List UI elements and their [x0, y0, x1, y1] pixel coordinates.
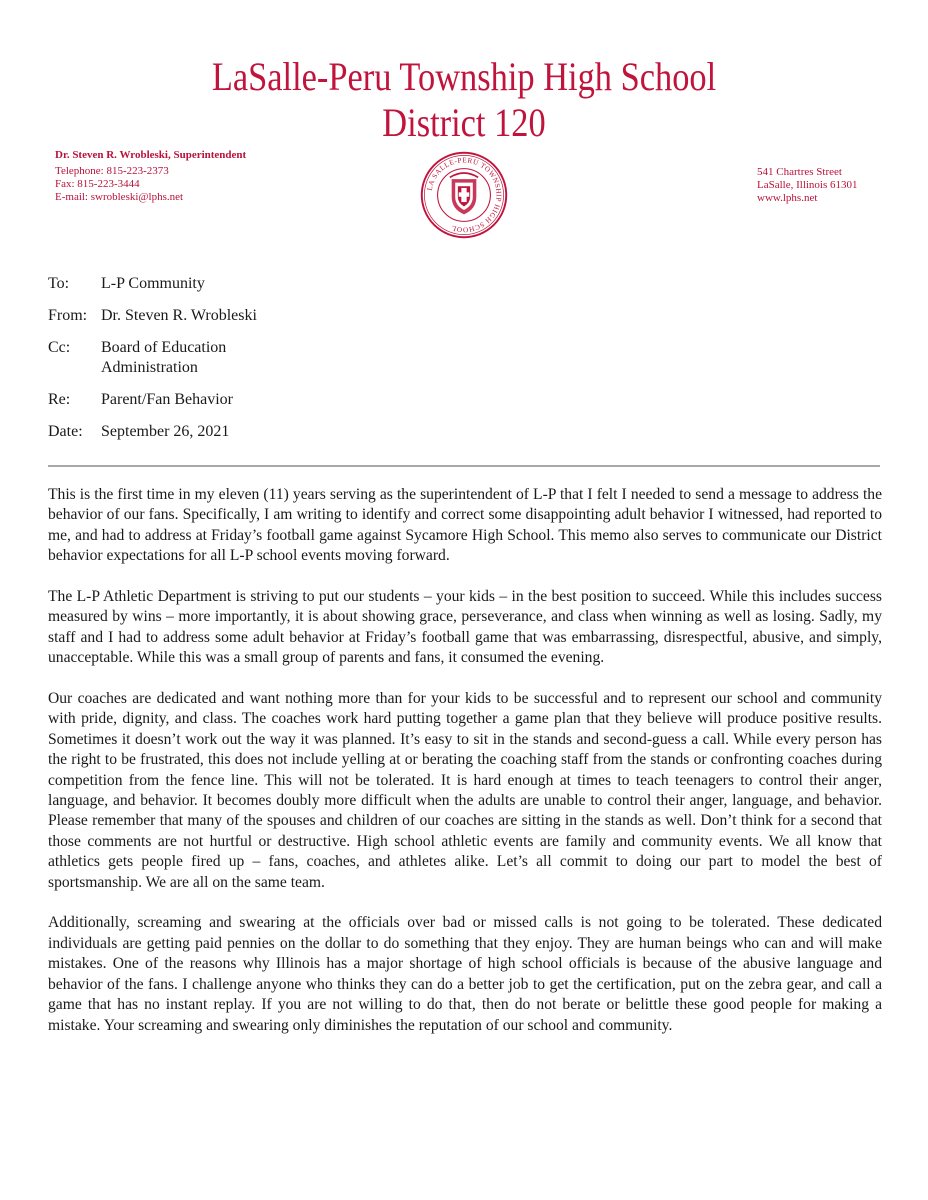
svg-text:LA SALLE-PERU TOWNSHIP HIGH SC: LA SALLE-PERU TOWNSHIP HIGH SCHOOL: [425, 156, 503, 234]
memo-cc-values: [101, 338, 501, 378]
memo-cc-value-1: Board of Education: [101, 339, 227, 356]
memo-re-label: Re:: [48, 391, 71, 408]
memo-cc-value-2: Administration: [101, 359, 198, 376]
school-address: [757, 166, 858, 205]
school-seal-icon: [420, 151, 508, 239]
telephone: Telephone: 815-223-2373: [55, 165, 169, 177]
memo-re-value: Parent/Fan Behavior: [101, 391, 233, 408]
memo-from-row: [48, 306, 501, 326]
fax: Fax: 815-223-3444: [55, 178, 140, 190]
memo-cc-row: [48, 338, 501, 378]
school-name: LaSalle-Peru Township High School: [211, 54, 717, 99]
memo-from-value: Dr. Steven R. Wrobleski: [101, 307, 257, 324]
memo-header: [48, 274, 501, 454]
memo-re-row: [48, 390, 501, 410]
header-divider: [48, 465, 880, 467]
memo-date-row: [48, 422, 501, 442]
district-name: District 120: [382, 100, 546, 145]
website: www.lphs.net: [757, 192, 818, 204]
email: E-mail: swrobleski@lphs.net: [55, 191, 184, 203]
body-paragraph-3: Our coaches are dedicated and want nothing more than for your kids to be successful and to represent our school and community with pride, dignity, and class. The coaches work hard putting together a game plan that they believe will produce positive results. Sometimes it doesn’t work out the way it was planned. It’s easy to sit in the stands and second-guess a call. While every person has the right to be frustrated, this does not include yelling at or berating the coaching staff from the stands or confronting coaches during competition from the fence line. This will not be tolerated. It is hard enough at times to teach teenagers to control their anger, language, and behavior. It becomes doubly more difficult when the adults are unable to control their anger, language, and behavior. Please remember that many of the spouses and children of our coaches are sitting in the stands as well. Don’t think for a second that those comments are not hurtful or destructive. High school athletic events are family and community events. We all know that athletics gets people fired up – fans, coaches, and athletes alike. Let’s all commit to doing our part to model the best of sportsmanship. We are all on the same team.: [48, 690, 882, 891]
memo-cc-label: Cc:: [48, 339, 71, 356]
memo-body: [48, 485, 882, 1056]
city-state-zip: LaSalle, Illinois 61301: [757, 179, 858, 191]
body-paragraph-4: Additionally, screaming and swearing at the officials over bad or missed calls is not going to be tolerated. These dedicated individuals are getting paid pennies on the dollar to do something that they enjoy. They are human beings who can and will make mistakes. One of the reasons why Illinois has a major shortage of high school officials is because of the abusive language and behavior of the fans. I challenge anyone who thinks they can do a better job to get the certification, put on the zebra gear, and call a game that has no instant replay. If you are not willing to do that, then do not berate or belittle these good people for making a mistake. Your screaming and swearing only diminishes the reputation of our school and community.: [48, 914, 882, 1034]
street-address: 541 Chartres Street: [757, 166, 842, 178]
memo-to-label: To:: [48, 275, 70, 292]
memo-to-row: [48, 274, 501, 294]
superintendent-name: Dr. Steven R. Wrobleski, Superintendent: [55, 149, 247, 161]
memo-date-label: Date:: [48, 423, 83, 440]
body-paragraph-1: This is the first time in my eleven (11) years serving as the superintendent of L-P that I felt I needed to send a message to address the behavior of our fans. Specifically, I am writing to identify and correct some disappointing adult behavior I witnessed, had reported to me, and had to address at Friday’s football game against Sycamore High School. This memo also serves to communicate our District behavior expectations for all L-P school events moving forward.: [48, 486, 882, 565]
memo-to-value: L-P Community: [101, 275, 205, 292]
body-paragraph-2: The L-P Athletic Department is striving to put our students – your kids – in the best position to succeed. While this includes success measured by wins – more importantly, it is about showing grace, perseverance, and class when winning as well as losing. Sadly, my staff and I had to address some adult behavior at Friday’s football game that was embarrassing, disrespectful, abusive, and simply, unacceptable. While this was a small group of parents and fans, it consumed the evening.: [48, 588, 882, 667]
memo-date-value: September 26, 2021: [101, 423, 230, 440]
superintendent-contact: [55, 149, 246, 204]
memo-from-label: From:: [48, 307, 88, 324]
